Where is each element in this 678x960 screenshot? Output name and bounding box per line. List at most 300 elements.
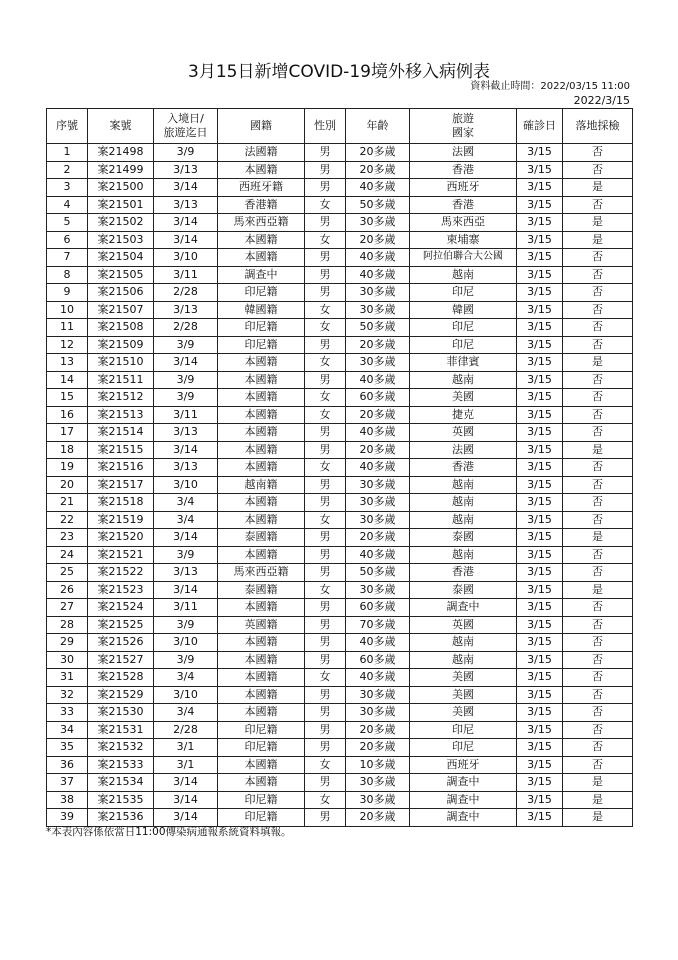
table-row	[47, 511, 633, 529]
table-row	[47, 581, 633, 599]
cell-case-no: 案21500	[88, 179, 154, 197]
cell-confirm-date: 3/15	[517, 791, 563, 809]
header-confirm-date: 確診日	[517, 109, 563, 144]
cell-age: 30多歲	[346, 301, 410, 319]
cell-seq: 11	[47, 319, 88, 337]
cell-seq: 1	[47, 144, 88, 162]
cell-nationality: 印尼籍	[218, 791, 305, 809]
cell-travel-country: 韓國	[410, 301, 517, 319]
cell-age: 70多歲	[346, 616, 410, 634]
cell-airport-test: 是	[563, 441, 633, 459]
table-row	[47, 319, 633, 337]
cell-entry-date: 3/10	[154, 476, 218, 494]
table-row	[47, 774, 633, 792]
cell-nationality: 本國籍	[218, 634, 305, 652]
cell-nationality: 印尼籍	[218, 739, 305, 757]
cell-travel-country: 英國	[410, 424, 517, 442]
cell-confirm-date: 3/15	[517, 301, 563, 319]
cell-confirm-date: 3/15	[517, 196, 563, 214]
header-seq: 序號	[47, 109, 88, 144]
cell-airport-test: 是	[563, 214, 633, 232]
cell-case-no: 案21503	[88, 231, 154, 249]
cell-airport-test: 是	[563, 581, 633, 599]
cell-gender: 男	[305, 774, 346, 792]
cell-seq: 30	[47, 651, 88, 669]
cell-airport-test: 否	[563, 406, 633, 424]
cell-case-no: 案21501	[88, 196, 154, 214]
cell-age: 60多歲	[346, 599, 410, 617]
cell-airport-test: 是	[563, 791, 633, 809]
cell-confirm-date: 3/15	[517, 179, 563, 197]
cell-age: 40多歲	[346, 424, 410, 442]
table-row	[47, 599, 633, 617]
cell-travel-country: 香港	[410, 564, 517, 582]
cell-gender: 女	[305, 196, 346, 214]
cell-case-no: 案21513	[88, 406, 154, 424]
cell-gender: 男	[305, 809, 346, 827]
cell-confirm-date: 3/15	[517, 319, 563, 337]
cell-entry-date: 3/11	[154, 599, 218, 617]
cell-airport-test: 否	[563, 599, 633, 617]
cell-case-no: 案21520	[88, 529, 154, 547]
cell-seq: 22	[47, 511, 88, 529]
table-row	[47, 739, 633, 757]
cell-travel-country: 馬來西亞	[410, 214, 517, 232]
cell-nationality: 香港籍	[218, 196, 305, 214]
cell-gender: 男	[305, 336, 346, 354]
cell-gender: 男	[305, 739, 346, 757]
cell-travel-country: 法國	[410, 441, 517, 459]
cell-age: 20多歲	[346, 336, 410, 354]
table-row	[47, 686, 633, 704]
cell-entry-date: 3/13	[154, 196, 218, 214]
cell-confirm-date: 3/15	[517, 336, 563, 354]
cell-age: 20多歲	[346, 161, 410, 179]
cell-confirm-date: 3/15	[517, 214, 563, 232]
table-row	[47, 179, 633, 197]
cell-confirm-date: 3/15	[517, 739, 563, 757]
cell-confirm-date: 3/15	[517, 634, 563, 652]
cell-seq: 10	[47, 301, 88, 319]
cell-airport-test: 否	[563, 389, 633, 407]
cell-nationality: 泰國籍	[218, 529, 305, 547]
table-row	[47, 301, 633, 319]
cell-confirm-date: 3/15	[517, 231, 563, 249]
table-row	[47, 756, 633, 774]
cell-entry-date: 3/14	[154, 441, 218, 459]
cell-nationality: 法國籍	[218, 144, 305, 162]
cell-nationality: 本國籍	[218, 774, 305, 792]
cell-nationality: 本國籍	[218, 599, 305, 617]
cell-age: 40多歲	[346, 371, 410, 389]
cell-age: 20多歲	[346, 406, 410, 424]
cell-entry-date: 3/14	[154, 791, 218, 809]
footnote: *本表內容係依當日11:00傳染病通報系統資料填報。	[46, 826, 292, 838]
cell-airport-test: 否	[563, 546, 633, 564]
cell-age: 40多歲	[346, 266, 410, 284]
cell-case-no: 案21526	[88, 634, 154, 652]
cell-gender: 女	[305, 669, 346, 687]
cell-case-no: 案21533	[88, 756, 154, 774]
cell-confirm-date: 3/15	[517, 616, 563, 634]
cell-airport-test: 否	[563, 721, 633, 739]
table-row	[47, 809, 633, 827]
cell-travel-country: 印尼	[410, 721, 517, 739]
cell-case-no: 案21521	[88, 546, 154, 564]
cell-nationality: 印尼籍	[218, 721, 305, 739]
cell-case-no: 案21531	[88, 721, 154, 739]
table-row	[47, 371, 633, 389]
table-row	[47, 214, 633, 232]
cell-confirm-date: 3/15	[517, 371, 563, 389]
cell-travel-country: 美國	[410, 686, 517, 704]
cell-entry-date: 3/13	[154, 564, 218, 582]
cell-seq: 16	[47, 406, 88, 424]
cell-age: 50多歲	[346, 196, 410, 214]
cell-nationality: 本國籍	[218, 406, 305, 424]
cell-airport-test: 否	[563, 616, 633, 634]
cell-entry-date: 3/9	[154, 651, 218, 669]
cell-seq: 39	[47, 809, 88, 827]
cell-case-no: 案21512	[88, 389, 154, 407]
header-age: 年齡	[346, 109, 410, 144]
cell-age: 30多歲	[346, 511, 410, 529]
cell-case-no: 案21502	[88, 214, 154, 232]
cell-nationality: 本國籍	[218, 161, 305, 179]
cell-age: 60多歲	[346, 389, 410, 407]
cell-nationality: 本國籍	[218, 389, 305, 407]
cell-gender: 女	[305, 459, 346, 477]
cell-nationality: 本國籍	[218, 354, 305, 372]
cell-age: 10多歲	[346, 756, 410, 774]
cell-travel-country: 越南	[410, 634, 517, 652]
cell-confirm-date: 3/15	[517, 756, 563, 774]
cell-travel-country: 柬埔寨	[410, 231, 517, 249]
cell-age: 30多歲	[346, 686, 410, 704]
cell-travel-country: 西班牙	[410, 756, 517, 774]
cell-case-no: 案21516	[88, 459, 154, 477]
header-case-no: 案號	[88, 109, 154, 144]
cell-airport-test: 否	[563, 249, 633, 267]
cell-gender: 男	[305, 161, 346, 179]
cell-travel-country: 香港	[410, 459, 517, 477]
cell-gender: 男	[305, 266, 346, 284]
cell-case-no: 案21510	[88, 354, 154, 372]
cell-airport-test: 否	[563, 336, 633, 354]
table-row	[47, 266, 633, 284]
cell-travel-country: 香港	[410, 196, 517, 214]
cell-airport-test: 否	[563, 494, 633, 512]
cell-entry-date: 3/10	[154, 686, 218, 704]
cell-airport-test: 否	[563, 284, 633, 302]
cell-entry-date: 3/13	[154, 424, 218, 442]
cell-case-no: 案21509	[88, 336, 154, 354]
cell-confirm-date: 3/15	[517, 546, 563, 564]
cell-confirm-date: 3/15	[517, 686, 563, 704]
cell-age: 20多歲	[346, 441, 410, 459]
cell-travel-country: 越南	[410, 546, 517, 564]
table-row	[47, 406, 633, 424]
cell-seq: 8	[47, 266, 88, 284]
cell-case-no: 案21527	[88, 651, 154, 669]
cell-age: 40多歲	[346, 669, 410, 687]
cell-nationality: 本國籍	[218, 704, 305, 722]
data-cutoff-time: 資料截止時間：2022/03/15 11:00	[470, 81, 630, 92]
cell-entry-date: 3/9	[154, 546, 218, 564]
cell-seq: 12	[47, 336, 88, 354]
cell-gender: 女	[305, 581, 346, 599]
cell-entry-date: 3/11	[154, 266, 218, 284]
table-row	[47, 389, 633, 407]
cell-confirm-date: 3/15	[517, 704, 563, 722]
cell-gender: 女	[305, 354, 346, 372]
cell-seq: 17	[47, 424, 88, 442]
cell-age: 20多歲	[346, 231, 410, 249]
cell-entry-date: 3/9	[154, 389, 218, 407]
cell-travel-country: 捷克	[410, 406, 517, 424]
cell-entry-date: 2/28	[154, 319, 218, 337]
cell-entry-date: 3/11	[154, 406, 218, 424]
cell-airport-test: 是	[563, 774, 633, 792]
cell-seq: 15	[47, 389, 88, 407]
cell-age: 30多歲	[346, 354, 410, 372]
cell-case-no: 案21528	[88, 669, 154, 687]
cell-confirm-date: 3/15	[517, 441, 563, 459]
cell-nationality: 本國籍	[218, 494, 305, 512]
cell-nationality: 調查中	[218, 266, 305, 284]
cell-confirm-date: 3/15	[517, 599, 563, 617]
cell-case-no: 案21534	[88, 774, 154, 792]
table-row	[47, 196, 633, 214]
cell-seq: 36	[47, 756, 88, 774]
cell-airport-test: 否	[563, 161, 633, 179]
table-row	[47, 651, 633, 669]
cell-gender: 男	[305, 721, 346, 739]
table-row	[47, 424, 633, 442]
cell-seq: 20	[47, 476, 88, 494]
cell-travel-country: 越南	[410, 266, 517, 284]
cell-gender: 男	[305, 179, 346, 197]
cell-airport-test: 否	[563, 266, 633, 284]
cell-travel-country: 泰國	[410, 581, 517, 599]
cell-seq: 2	[47, 161, 88, 179]
cell-gender: 男	[305, 704, 346, 722]
cell-age: 20多歲	[346, 739, 410, 757]
cell-age: 60多歲	[346, 651, 410, 669]
cell-case-no: 案21505	[88, 266, 154, 284]
cell-airport-test: 是	[563, 231, 633, 249]
cell-nationality: 越南籍	[218, 476, 305, 494]
cell-nationality: 西班牙籍	[218, 179, 305, 197]
cell-seq: 37	[47, 774, 88, 792]
cell-gender: 男	[305, 144, 346, 162]
cell-travel-country: 調查中	[410, 791, 517, 809]
cell-gender: 男	[305, 214, 346, 232]
cell-gender: 男	[305, 284, 346, 302]
cell-nationality: 英國籍	[218, 616, 305, 634]
cell-age: 20多歲	[346, 721, 410, 739]
cell-seq: 13	[47, 354, 88, 372]
cell-entry-date: 3/10	[154, 249, 218, 267]
cell-nationality: 印尼籍	[218, 336, 305, 354]
cell-travel-country: 菲律賓	[410, 354, 517, 372]
cell-confirm-date: 3/15	[517, 494, 563, 512]
table-row	[47, 494, 633, 512]
cell-nationality: 本國籍	[218, 669, 305, 687]
cell-seq: 34	[47, 721, 88, 739]
cell-airport-test: 否	[563, 739, 633, 757]
cell-case-no: 案21530	[88, 704, 154, 722]
table-row	[47, 546, 633, 564]
report-date: 2022/3/15	[573, 94, 630, 107]
cell-case-no: 案21524	[88, 599, 154, 617]
cell-airport-test: 否	[563, 669, 633, 687]
cell-gender: 男	[305, 476, 346, 494]
cell-entry-date: 3/14	[154, 214, 218, 232]
cell-travel-country: 西班牙	[410, 179, 517, 197]
cell-case-no: 案21536	[88, 809, 154, 827]
cell-nationality: 印尼籍	[218, 284, 305, 302]
table-row	[47, 616, 633, 634]
cell-airport-test: 是	[563, 809, 633, 827]
cell-airport-test: 否	[563, 651, 633, 669]
table-row	[47, 284, 633, 302]
table-row	[47, 721, 633, 739]
cell-seq: 26	[47, 581, 88, 599]
cell-gender: 女	[305, 791, 346, 809]
cell-confirm-date: 3/15	[517, 266, 563, 284]
cell-seq: 33	[47, 704, 88, 722]
cell-nationality: 本國籍	[218, 686, 305, 704]
cell-airport-test: 否	[563, 564, 633, 582]
table-row	[47, 476, 633, 494]
cell-gender: 女	[305, 511, 346, 529]
table-header-row	[47, 109, 633, 144]
cell-case-no: 案21507	[88, 301, 154, 319]
cell-gender: 男	[305, 616, 346, 634]
cell-seq: 35	[47, 739, 88, 757]
cell-entry-date: 3/10	[154, 634, 218, 652]
cell-age: 30多歲	[346, 494, 410, 512]
cell-gender: 女	[305, 231, 346, 249]
header-travel-country: 旅遊 國家	[410, 109, 517, 144]
cell-gender: 男	[305, 249, 346, 267]
cell-travel-country: 越南	[410, 494, 517, 512]
cell-entry-date: 3/4	[154, 494, 218, 512]
cell-seq: 23	[47, 529, 88, 547]
cell-travel-country: 美國	[410, 704, 517, 722]
cell-confirm-date: 3/15	[517, 529, 563, 547]
cell-entry-date: 3/14	[154, 581, 218, 599]
cell-airport-test: 否	[563, 634, 633, 652]
cell-travel-country: 英國	[410, 616, 517, 634]
cell-travel-country: 調查中	[410, 599, 517, 617]
cell-gender: 男	[305, 599, 346, 617]
cell-gender: 女	[305, 319, 346, 337]
cell-age: 30多歲	[346, 791, 410, 809]
cell-confirm-date: 3/15	[517, 144, 563, 162]
cell-nationality: 印尼籍	[218, 809, 305, 827]
header-gender: 性別	[305, 109, 346, 144]
cell-travel-country: 越南	[410, 476, 517, 494]
cell-entry-date: 3/9	[154, 616, 218, 634]
cell-confirm-date: 3/15	[517, 424, 563, 442]
cell-confirm-date: 3/15	[517, 774, 563, 792]
cell-gender: 男	[305, 651, 346, 669]
cell-travel-country: 阿拉伯聯合大公國	[410, 249, 517, 267]
cell-nationality: 本國籍	[218, 424, 305, 442]
cell-seq: 28	[47, 616, 88, 634]
cell-confirm-date: 3/15	[517, 581, 563, 599]
cell-gender: 男	[305, 686, 346, 704]
cell-age: 40多歲	[346, 634, 410, 652]
cell-case-no: 案21535	[88, 791, 154, 809]
cell-nationality: 本國籍	[218, 756, 305, 774]
cell-seq: 25	[47, 564, 88, 582]
cell-nationality: 本國籍	[218, 231, 305, 249]
cell-seq: 9	[47, 284, 88, 302]
cell-travel-country: 印尼	[410, 336, 517, 354]
cell-entry-date: 3/1	[154, 739, 218, 757]
table-row	[47, 249, 633, 267]
cell-case-no: 案21499	[88, 161, 154, 179]
table-row	[47, 669, 633, 687]
cell-entry-date: 3/14	[154, 774, 218, 792]
cell-confirm-date: 3/15	[517, 406, 563, 424]
cell-entry-date: 3/1	[154, 756, 218, 774]
table-row	[47, 529, 633, 547]
cell-travel-country: 香港	[410, 161, 517, 179]
imported-cases-table	[46, 108, 633, 827]
cell-seq: 5	[47, 214, 88, 232]
cell-travel-country: 越南	[410, 651, 517, 669]
cell-gender: 女	[305, 406, 346, 424]
cell-airport-test: 是	[563, 179, 633, 197]
cell-age: 30多歲	[346, 581, 410, 599]
cell-entry-date: 3/14	[154, 179, 218, 197]
cell-gender: 男	[305, 371, 346, 389]
cell-case-no: 案21518	[88, 494, 154, 512]
cell-nationality: 本國籍	[218, 249, 305, 267]
cell-confirm-date: 3/15	[517, 511, 563, 529]
cell-entry-date: 2/28	[154, 284, 218, 302]
cell-confirm-date: 3/15	[517, 161, 563, 179]
cell-confirm-date: 3/15	[517, 284, 563, 302]
cell-age: 30多歲	[346, 704, 410, 722]
cell-airport-test: 是	[563, 354, 633, 372]
table-row	[47, 564, 633, 582]
cell-age: 20多歲	[346, 529, 410, 547]
cell-travel-country: 法國	[410, 144, 517, 162]
table-row	[47, 161, 633, 179]
table-row	[47, 336, 633, 354]
cell-age: 20多歲	[346, 144, 410, 162]
cell-age: 40多歲	[346, 546, 410, 564]
cell-nationality: 印尼籍	[218, 319, 305, 337]
cell-entry-date: 3/9	[154, 144, 218, 162]
cell-case-no: 案21529	[88, 686, 154, 704]
cell-airport-test: 否	[563, 144, 633, 162]
cell-case-no: 案21498	[88, 144, 154, 162]
cell-confirm-date: 3/15	[517, 476, 563, 494]
cell-nationality: 韓國籍	[218, 301, 305, 319]
cell-case-no: 案21506	[88, 284, 154, 302]
cell-entry-date: 3/9	[154, 371, 218, 389]
cell-nationality: 本國籍	[218, 546, 305, 564]
cell-entry-date: 3/9	[154, 336, 218, 354]
cell-case-no: 案21517	[88, 476, 154, 494]
cell-confirm-date: 3/15	[517, 459, 563, 477]
